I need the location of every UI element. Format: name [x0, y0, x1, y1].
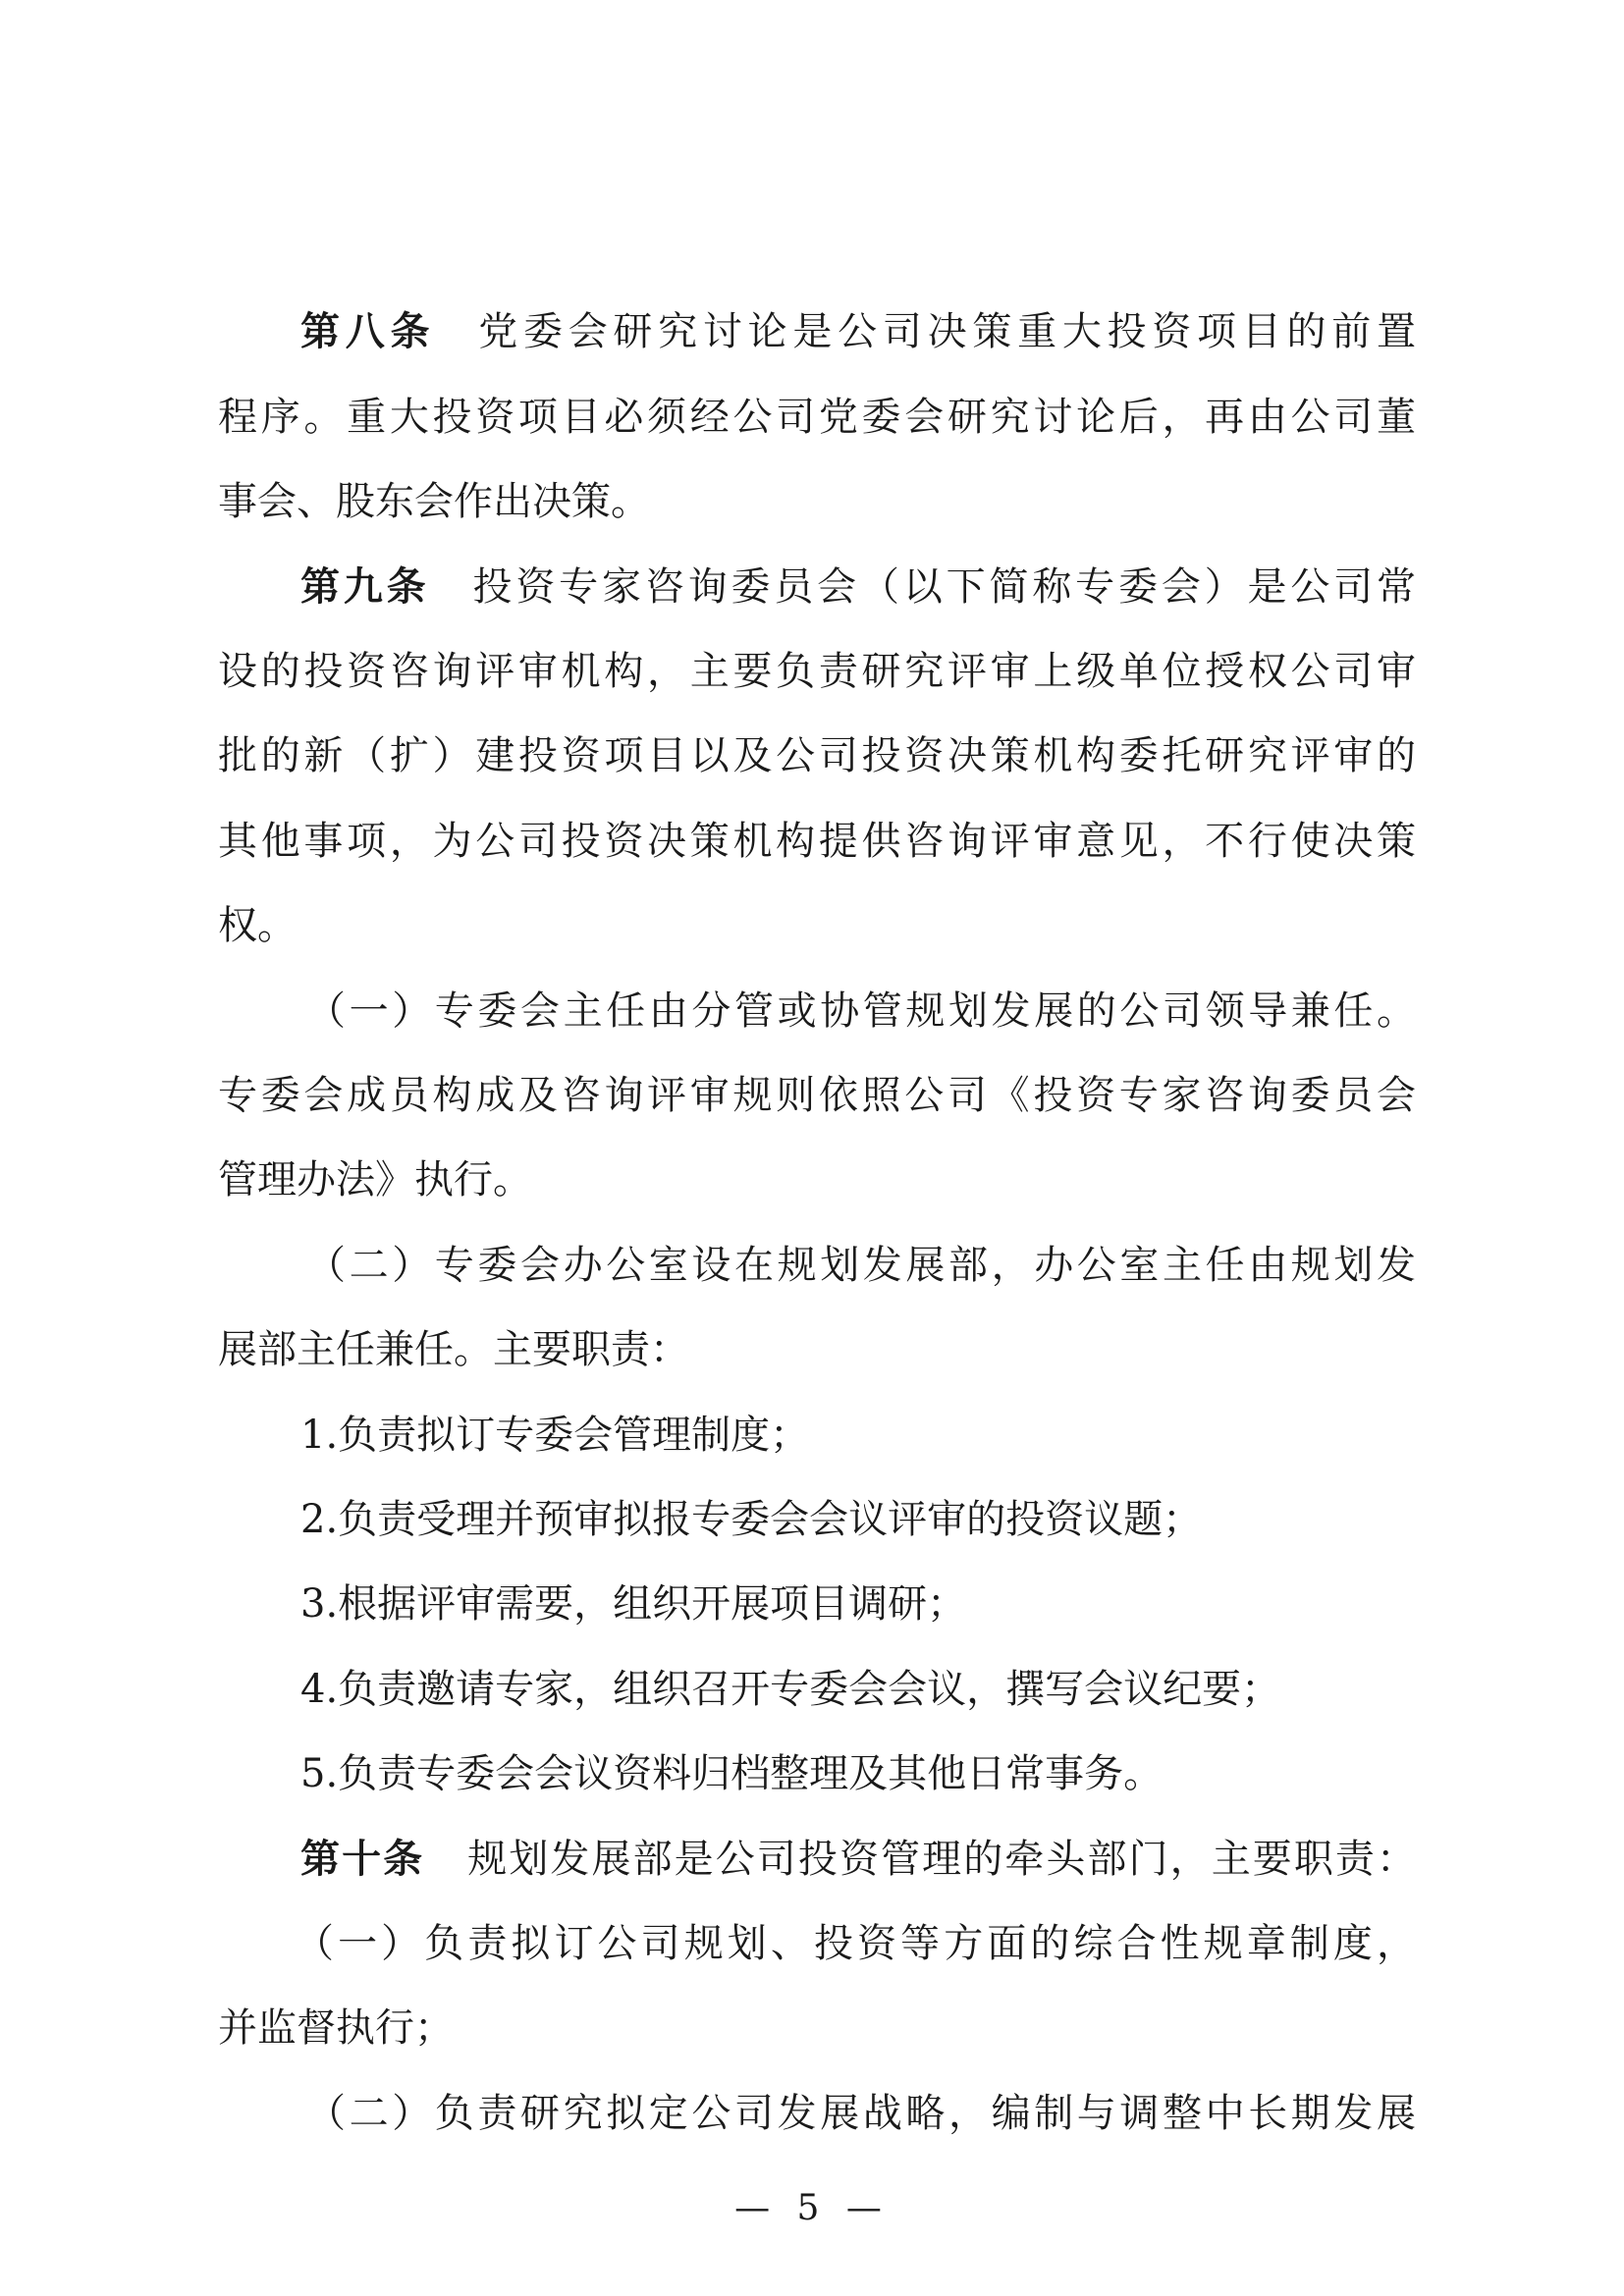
- article9-clause1-line-3: 管理办法》执行。: [218, 1157, 532, 1202]
- duty-item-1: 1.负责拟订专委会管理制度；: [300, 1413, 810, 1458]
- article8-line-3: 事会、股东会作出决策。: [218, 479, 650, 524]
- duty-item-2: 2.负责受理并预审拟报专委会会议评审的投资议题；: [300, 1497, 1203, 1542]
- article9-clause1-line-1: （一）专委会主任由分管或协管规划发展的公司领导兼任。: [306, 988, 1416, 1034]
- article8-line-1: [300, 309, 1417, 354]
- article9-line-1: [300, 564, 1416, 610]
- article10-clause2-line-1: （二）负责研究拟定公司发展战略，编制与调整中长期发展: [306, 2091, 1416, 2136]
- article8-line-2: 程序。重大投资项目必须经公司党委会研究讨论后，再由公司董: [218, 395, 1416, 440]
- duty-item-3: 3.根据评审需要，组织开展项目调研；: [300, 1581, 967, 1627]
- article9-line-2: 设的投资咨询评审机构，主要负责研究评审上级单位授权公司审: [218, 649, 1416, 694]
- article8-heading: 第八条: [300, 309, 436, 354]
- duty-item-5: 5.负责专委会会议资料归档整理及其他日常事务。: [300, 1751, 1164, 1796]
- article10-clause1-line-2: 并监督执行；: [218, 2005, 454, 2051]
- article9-clause1-line-2: 专委会成员构成及咨询评审规则依照公司《投资专家咨询委员会: [218, 1073, 1416, 1118]
- article10-line-1: [300, 1837, 1417, 1882]
- article9-line-3: 批的新（扩）建投资项目以及公司投资决策机构委托研究评审的: [218, 733, 1416, 778]
- page-number: — 5 —: [734, 2188, 890, 2228]
- article9-clause2-line-1: （二）专委会办公室设在规划发展部，办公室主任由规划发: [306, 1243, 1416, 1288]
- article9-line-4: 其他事项，为公司投资决策机构提供咨询评审意见，不行使决策: [218, 819, 1416, 864]
- article9-line-5: 权。: [218, 903, 297, 948]
- article10-intro: 规划发展部是公司投资管理的牵头部门，主要职责：: [467, 1837, 1417, 1882]
- article10-heading: 第十条: [300, 1837, 425, 1882]
- article9-text-1: 投资专家咨询委员会（以下简称专委会）是公司常: [472, 564, 1416, 610]
- article9-clause2-line-2: 展部主任兼任。主要职责：: [218, 1327, 689, 1372]
- duty-item-4: 4.负责邀请专家，组织召开专委会会议，撰写会议纪要；: [300, 1667, 1281, 1712]
- article8-text-1: 党委会研究讨论是公司决策重大投资项目的前置: [478, 309, 1417, 354]
- article10-clause1-line-1: （一）负责拟订公司规划、投资等方面的综合性规章制度，: [295, 1921, 1416, 1966]
- article9-heading: 第九条: [300, 564, 430, 610]
